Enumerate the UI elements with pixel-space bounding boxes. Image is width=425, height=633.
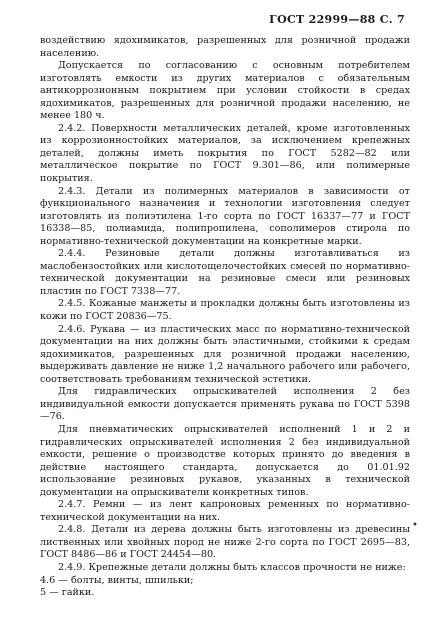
paragraph-continuation: воздействию ядохимикатов, разрешенных для розничной продажи населению. bbox=[40, 35, 410, 59]
paragraph: Для гидравлических опрыскивателей исполнения 2 без индивидуальной емкости допускается применять рукава по ГОСТ 5398—76. bbox=[40, 386, 410, 423]
paragraph-2-4-3: 2.4.3. Детали из полимерных материалов в зависимости от функционального назначения и технологии изготовления следует изготовлять из полиэтилена 1-го сорта по ГОСТ 16337—77 и ГОСТ 16338—85, полиамида, полипропилена, сополимеров стирола по нормативно-технической документации на конкретные марки. bbox=[40, 185, 410, 247]
paragraph: Допускается по согласованию с основным потребителем изготовлять емкости из других материалов с обязательным антикоррозионным покрытием при условии стойкости в средах ядохимикатов, разрешенных для розничной продажи населению, не менее 180 ч. bbox=[40, 60, 410, 122]
paragraph-2-4-5: 2.4.5. Кожаные манжеты и прокладки должны быть изготовлены из кожи по ГОСТ 20836—75. bbox=[40, 298, 410, 323]
document-body bbox=[40, 35, 410, 600]
paragraph-2-4-9: 2.4.9. Крепежные детали должны быть классов прочности не ниже: bbox=[58, 561, 406, 573]
paragraph-2-4-4: 2.4.4. Резиновые детали должны изготавливаться из маслобензостойких или кислотощелочестойких смесей по нормативно-технической документации на резиновые смеси или резиновых пластин по ГОСТ 7338—77. bbox=[40, 248, 410, 297]
margin-mark: • bbox=[412, 520, 418, 531]
paragraph-2-4-7: 2.4.7. Ремни — из лент капроновых ременных по нормативно-технической документации на них. bbox=[40, 499, 410, 523]
page-header: ГОСТ 22999—88 С. 7 bbox=[269, 13, 405, 26]
paragraph-2-4-2: 2.4.2. Поверхности металлических деталей, кроме изготовленных из коррозионностойких материалов, за исключением крепежных деталей, должны иметь покрытия по ГОСТ 5282—82 или металлическое покрытие по ГОСТ 9.301—86, или полимерные покрытия. bbox=[40, 122, 410, 185]
paragraph: Для пневматических опрыскивателей исполнений 1 и 2 и гидравлических опрыскивателей исполнения 2 без индивидуальной емкости, решение о производстве которых принято до введения в действие настоящего стандарта, допускается до 01.01.92 использование резиновых рукавов, указанных в технической документации на опрыскиватели конкретных типов. bbox=[40, 423, 410, 498]
list-item: 4.6 — болты, винты, шпильки; bbox=[40, 574, 194, 586]
paragraph-2-4-6: 2.4.6. Рукава — из пластических масс по нормативно-технической документации на них должны быть эластичными, стойкими к средам ядохимикатов, разрешенных для розничной продажи населению, выдерживать давление не ниже 1,2 начального рабочего или рабочего, соответствовать требованиям технической эстетики. bbox=[40, 323, 410, 385]
list-item: 5 — гайки. bbox=[40, 587, 95, 599]
paragraph-2-4-8: 2.4.8. Детали из дерева должны быть изготовлены из древесины лиственных или хвойных пород не ниже 2-го сорта по ГОСТ 2695—83, ГОСТ 8486—86 и ГОСТ 24454—80. bbox=[40, 524, 410, 561]
